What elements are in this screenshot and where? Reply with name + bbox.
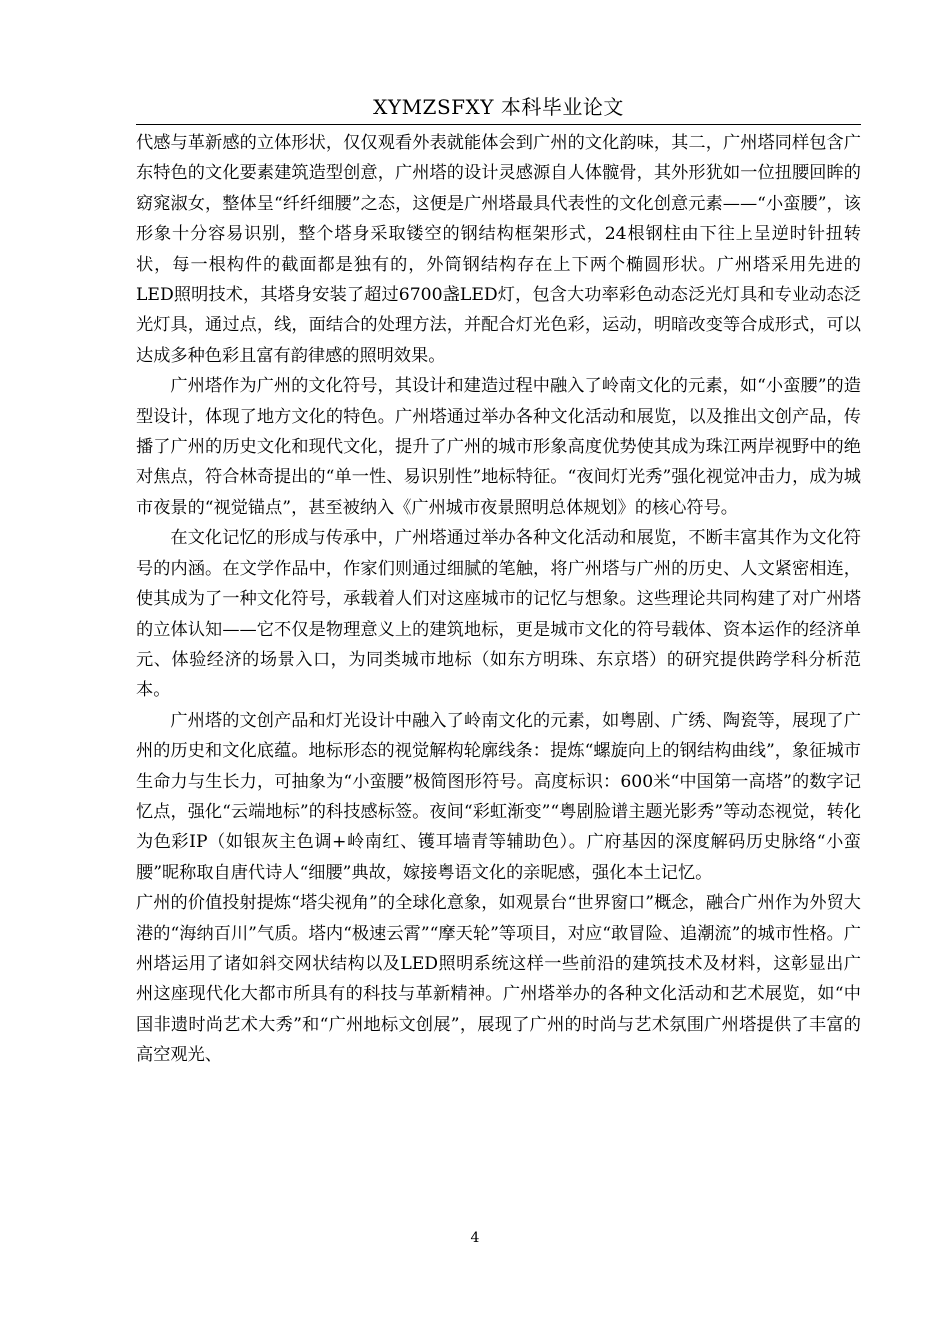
paragraph: 广州塔作为广州的文化符号，其设计和建造过程中融入了岭南文化的元素，如“小蛮腰”的造型设计，体现了地方文化的特色。广州塔通过举办各种文化活动和展览，以及推出文创产品，传播了广州的历史文化和现代文化，提升了广州的城市形象高度优势使其成为珠江两岸视野中的绝对焦点，符合林奇提出的“单一性、易识别性”地标特征。“夜间灯光秀”强化视觉冲击力，成为城市夜景的“视觉锚点”，甚至被纳入《广州城市夜景照明总体规划》的核心符号。 bbox=[136, 376, 861, 518]
page-number: 4 bbox=[470, 1230, 480, 1246]
paragraph-continuation: 代感与革新感的立体形状，仅仅观看外表就能体会到广州的文化韵味，其二，广州塔同样包含广东特色的文化要素建筑造型创意，广州塔的设计灵感源自人体髋骨，其外形犹如一位扭腰回眸的窈窕淑女，整体呈“纤纤细腰”之态，这便是广州塔最具代表性的文化创意元素——“小蛮腰”，该形象十分容易识别，整个塔身采取镂空的钢结构框架形式，24根钢柱由下往上呈逆时针扭转状，每一根构件的截面都是独有的，外筒钢结构存在上下两个椭圆形状。广州塔采用先进的LED照明技术，其塔身安装了超过6700盏LED灯，包含大功率彩色动态泛光灯具和专业动态泛光灯具，通过点，线，面结合的处理方法，并配合灯光色彩，运动，明暗改变等合成形式，可以达成多种色彩且富有韵律感的照明效果。 bbox=[136, 133, 861, 366]
paragraph: 广州的价值投射提炼“塔尖视角”的全球化意象，如观景台“世界窗口”概念，融合广州作为外贸大港的“海纳百川”气质。塔内“极速云霄”“摩天轮”等项目，对应“敢冒险、追潮流”的城市性格。广州塔运用了诸如斜交网状结构以及LED照明系统这样一些前沿的建筑技术及材料，这彰显出广州这座现代化大都市所具有的科技与革新精神。广州塔举办的各种文化活动和艺术展览，如“中国非遗时尚艺术大秀”和“广州地标文创展”，展现了广州的时尚与艺术氛围广州塔提供了丰富的高空观光、 bbox=[136, 893, 861, 1066]
page-header-title: XYMZSFXY 本科毕业论文 bbox=[373, 95, 624, 119]
paragraph: 广州塔的文创产品和灯光设计中融入了岭南文化的元素，如粤剧、广绣、陶瓷等，展现了广州的历史和文化底蕴。地标形态的视觉解构轮廓线条：提炼“螺旋向上的钢结构曲线”，象征城市生命力与生长力，可抽象为“小蛮腰”极简图形符号。高度标识：600米“中国第一高塔”的数字记忆点，强化“云端地标”的科技感标签。夜间“彩虹渐变”“粤剧脸谱主题光影秀”等动态视觉，转化为色彩IP（如银灰主色调+岭南红、镬耳墙青等辅助色）。广府基因的深度解码历史脉络“小蛮腰”昵称取自唐代诗人“细腰”典故，嫁接粤语文化的亲昵感，强化本土记忆。 bbox=[136, 710, 861, 883]
paragraph: 在文化记忆的形成与传承中，广州塔通过举办各种文化活动和展览，不断丰富其作为文化符号的内涵。在文学作品中，作家们则通过细腻的笔触，将广州塔与广州的历史、人文紧密相连，使其成为了一种文化符号，承载着人们对这座城市的记忆与想象。这些理论共同构建了对广州塔的立体认知——它不仅是物理意义上的建筑地标，更是城市文化的符号载体、资本运作的经济单元、体验经济的场景入口，为同类城市地标（如东方明珠、东京塔）的研究提供跨学科分析范本。 bbox=[136, 528, 861, 701]
header-divider bbox=[136, 124, 861, 125]
body-text bbox=[136, 128, 861, 1071]
